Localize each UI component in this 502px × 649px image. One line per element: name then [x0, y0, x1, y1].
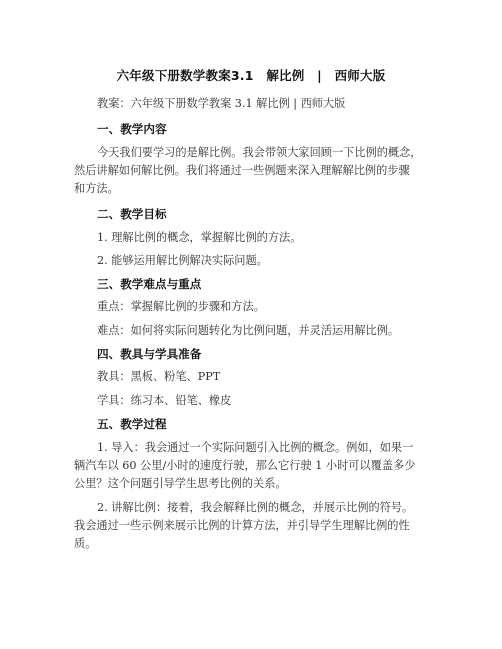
paragraph-line: 然后讲解如何解比例。我们将通过一些例题来深入理解解比例的步骤	[74, 164, 410, 177]
section-heading-objectives: 二、教学目标	[97, 207, 167, 221]
document-subtitle: 教案：六年级下册数学教案 3.1 解比例 | 西师大版	[97, 97, 346, 110]
paragraph-line: 重点：掌握解比例的步骤和方法。	[97, 300, 265, 313]
section-heading-materials: 四、教具与学具准备	[97, 347, 202, 361]
section-heading-process: 五、教学过程	[97, 417, 167, 431]
paragraph-line: 1. 导入：我会通过一个实际问题引入比例的概念。例如，如果一	[97, 441, 414, 454]
paragraph-line: 我会通过一些示例来展示比例的计算方法，并引导学生理解比例的性	[74, 519, 410, 532]
document-title: 六年级下册数学教案3.1 解比例 | 西师大版	[116, 68, 386, 83]
paragraph-line: 今天我们要学习的是解比例。我会带领大家回顾一下比例的概念，	[97, 146, 422, 159]
paragraph-line: 质。	[74, 537, 97, 550]
paragraph-line: 教具：黑板、粉笔、PPT	[97, 370, 221, 383]
paragraph-line: 学具：练习本、铅笔、橡皮	[97, 394, 232, 407]
paragraph-line: 2. 讲解比例：接着，我会解释比例的概念，并展示比例的符号。	[97, 501, 414, 514]
paragraph-line: 辆汽车以 60 公里/小时的速度行驶，那么它行驶 1 小时可以覆盖多少	[74, 459, 416, 472]
paragraph-line: 公里？这个问题引导学生思考比例的关系。	[74, 477, 287, 490]
list-item: 1. 理解比例的概念，掌握解比例的方法。	[97, 231, 302, 244]
section-heading-content: 一、教学内容	[97, 122, 167, 136]
paragraph-line: 和方法。	[74, 182, 119, 195]
paragraph-line: 难点：如何将实际问题转化为比例问题，并灵活运用解比例。	[97, 324, 400, 337]
section-heading-key-points: 三、教学难点与重点	[97, 277, 202, 291]
list-item: 2. 能够运用解比例解决实际问题。	[97, 254, 268, 267]
